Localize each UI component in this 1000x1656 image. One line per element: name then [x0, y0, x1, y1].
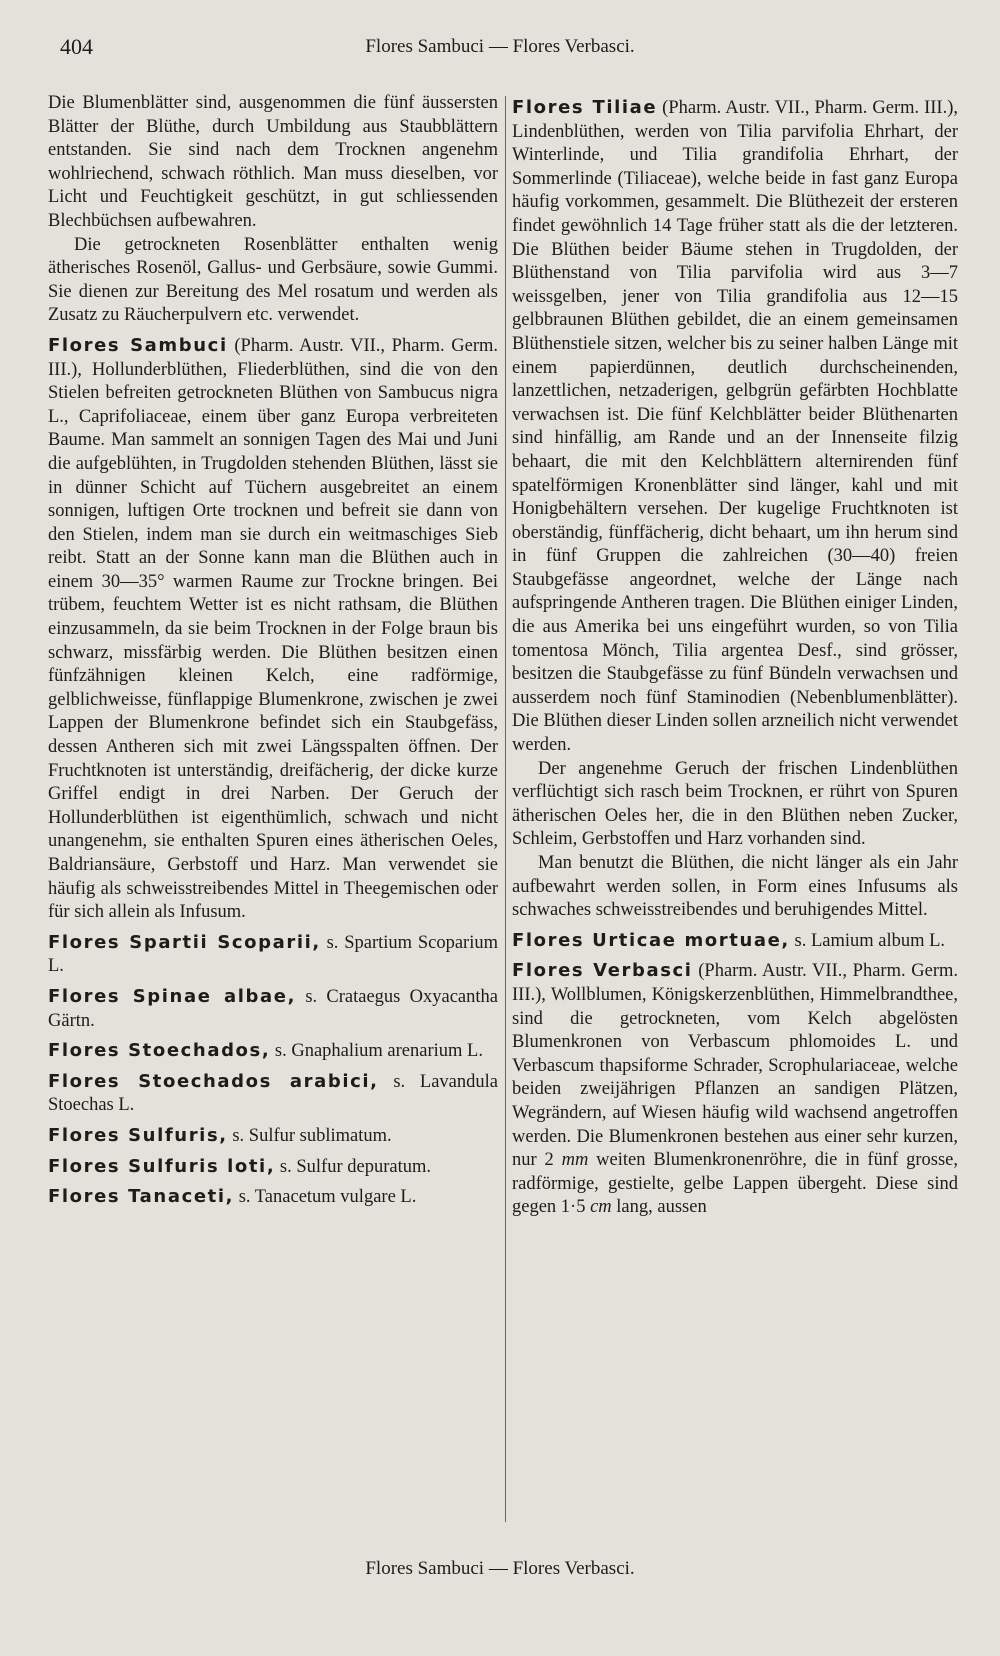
- tiliae-paragraph-2: Der angenehme Geruch der frischen Lindenblüthen verflüchtigt sich rasch beim Trocknen, er rührt von Spuren ätherischen Oeles her, die in den Blüthen neben Zucker, Schleim, Gerbstoffen und Harz vorhanden sind.: [512, 758, 958, 850]
- entry-flores-spinae: [48, 985, 498, 1033]
- tiliae-text: (Pharm. Austr. VII., Pharm. Germ. III.), Lindenblüthen, werden von Tilia parvifolia Ehrhart, der Winterlinde, und Tilia grandifolia Ehrhart, der Sommerlinde (Tiliaceae), welche beide in fast ganz Europa häufig vorkommen, gesammelt. Die Blüthezeit der ersteren findet gewöhnlich 14 Tage früher statt als die der letzteren. Die Blüthen beider Bäume stehen in Trugdolden, der Blüthenstand von Tilia parvifolia wird aus 3—7 weissgelben, jener von Tilia grandifolia aus 12—15 gelbbraunen Blüthen gebildet, die an einem gemeinsamen Blüthenstiele sitzen, welcher bis zu seiner halben Länge mit einem papierdünnen, deutlich durchscheinenden, lanzettlichen, netzaderigen, gelbgrün gefärbten Hochblatte verwachsen ist. Die fünf Kelchblätter beider Blüthenarten sind hinfällig, am Rande und an der Innenseite filzig behaart, die mit den Kelchblättern alternirenden fünf spatelförmigen Kronenblätter sind länger, kahl und mit Honigbehältern versehen. Der kugelige Fruchtknoten ist oberständig, fünffächerig, dicht behaart, um ihn herum sind in fünf Gruppen die zahlreichen (30—40) freien Staubgefässe angeordnet, welche der Länge nach aufspringende Antheren tragen. Die Blüthen einiger Linden, die aus Amerika bei uns eingeführt wurden, so von Tilia tomentosa Mönch, Tilia argentea Desf., sind grösser, besitzen die Staubgefässe zu fünf Bündeln verwachsen und ausserdem noch fünf Staminodien (Nebenblumenblätter). Die Blüthen dieser Linden sollen arzneilich nicht verwendet werden.: [512, 98, 958, 756]
- verbasci-text-c: lang, aussen: [611, 1197, 707, 1218]
- headword-spartii: Flores Spartii Scoparii,: [48, 931, 321, 953]
- tiliae-paragraph-3: Man benutzt die Blüthen, die nicht länger als ein Jahr aufbewahrt werden sollen, in Form eines Infusums als schwaches schweisstreibendes und beruhigendes Mittel.: [512, 853, 958, 921]
- entry-flores-sulfuris: [48, 1124, 498, 1149]
- headword-tanaceti: Flores Tanaceti,: [48, 1186, 235, 1208]
- sambuci-text: (Pharm. Austr. VII., Pharm. Germ. III.), Hollunderblüthen, Fliederblüthen, sind die von den Stielen befreiten getrockneten Blüthen von Sambucus nigra L., Caprifoliaceae, einem über ganz Europa verbreiteten Baume. Man sammelt an sonnigen Tagen des Mai und Juni die aufgeblühten, in Trugdolden stehenden Blüthen, lässt sie in dünner Schicht auf Tüchern ausgebreitet an einem sonnigen, luftigen Orte trocknen und befreit sie dann von den Stielen, indem man sie durch ein weitmaschiges Sieb reibt. Statt an der Sonne kann man die Blüthen auch in einem 30—35° warmen Raume zur Trockne bringen. Bei trübem, feuchtem Wetter ist es nicht rathsam, die Blüthen einzusammeln, da sie beim Trocknen in der Folge braun bis schwarz, missfärbig werden. Die Blüthen besitzen einen fünfzähnigen kleinen Kelch, eine radförmige, gelblichweisse, fünflappige Blumenkrone, zwischen je zwei Lappen der Blumenkrone befindet sich ein Staubgefäss, dessen Antheren sich mit zwei Längsspalten öffnen. Der Fruchtknoten ist unterständig, dreifächerig, der dicke kurze Griffel endigt in drei Narben. Der Geruch der Hollunderblüthen ist eigenthümlich, schwach und nicht unangenehm, sie enthalten Spuren eines ätherischen Oeles, Baldriansäure, Gerbstoff und Harz. Man verwendet sie häufig als schweisstreibendes Mittel in Theegemischen oder für sich allein als Infusum.: [48, 335, 498, 923]
- unit-cm: cm: [590, 1197, 612, 1218]
- headword-tiliae: Flores Tiliae: [512, 97, 658, 118]
- running-head: [60, 34, 940, 64]
- tanaceti-text: s. Tanacetum vulgare L.: [234, 1187, 417, 1208]
- rosa-paragraph-1: Die Blumenblätter sind, ausgenommen die fünf äussersten Blätter der Blüthe, durch Umbildung aus Staubblättern entstanden. Sie sind nach dem Trocknen angenehm wohlriechend, schwach röthlich. Man muss dieselben, vor Licht und Feuchtigkeit geschützt, in gut schliessenden Blechbüchsen aufbewahren.: [48, 93, 498, 231]
- left-column: [48, 92, 498, 1210]
- sulfuris-loti-text: s. Sulfur depuratum.: [275, 1156, 431, 1177]
- headword-spinae: Flores Spinae albae,: [48, 985, 297, 1007]
- headword-sulfuris-loti: Flores Sulfuris loti,: [48, 1155, 276, 1177]
- stoechados-text: s. Gnaphalium arenarium L.: [270, 1041, 483, 1062]
- stoechados-arabici-text: s. Lavandula Stoechas L.: [48, 1071, 498, 1116]
- headword-stoechados-arabici: Flores Stoechados arabici,: [48, 1070, 379, 1092]
- sulfuris-text: s. Sulfur sublimatum.: [227, 1125, 392, 1146]
- verbasci-text-a: (Pharm. Austr. VII., Pharm. Germ. III.), Wollblumen, Königskerzenblüthen, Himmelbrandthee, sind die getrockneten, vom Kelch abgelösten Blumenkronen von Verbascum phlomoides L. und Verbascum thapsiforme Schrader, Scrophulariaceae, welche beiden zweijährigen Pflanzen an sandigen Plätzen, Wegrändern, auf Wiesen häufig wild wachsend angetroffen werden. Die Blumenkronen bestehen aus einer sehr kurzen, nur 2: [512, 961, 958, 1171]
- headword-sulfuris: Flores Sulfuris,: [48, 1124, 228, 1146]
- unit-mm: mm: [561, 1150, 589, 1171]
- headword-stoechados: Flores Stoechados,: [48, 1040, 271, 1062]
- footer-caption: Flores Sambuci — Flores Verbasci.: [365, 1558, 635, 1579]
- entry-flores-sulfuris-loti: [48, 1155, 498, 1180]
- headword-urticae: Flores Urticae mortuae,: [512, 929, 790, 951]
- urticae-text: s. Lamium album L.: [789, 930, 946, 951]
- page-number: 404: [60, 34, 93, 59]
- entry-flores-urticae: [512, 929, 958, 954]
- entry-flores-tanaceti: [48, 1185, 498, 1210]
- column-divider: [505, 96, 506, 1522]
- headword-verbasci: Flores Verbasci: [512, 960, 693, 982]
- spartii-text: s. Spartium Scoparium L.: [48, 932, 499, 977]
- entry-flores-stoechados-arabici: [48, 1070, 498, 1118]
- right-column: [512, 92, 958, 1220]
- headword-sambuci: Flores Sambuci: [48, 334, 228, 356]
- entry-flores-spartii: [48, 931, 498, 979]
- running-head-title: Flores Sambuci — Flores Verbasci.: [365, 36, 635, 57]
- entry-flores-stoechados: [48, 1039, 498, 1064]
- verbasci-text-b: weiten Blumenkronenröhre, die in fünf grosse, radförmige, gestielte, gelbe Lappen übergeht. Diese sind gegen 1·5: [512, 1150, 958, 1218]
- entry-flores-sambuci: [48, 334, 498, 925]
- rosa-paragraph-2: Die getrockneten Rosenblätter enthalten wenig ätherisches Rosenöl, Gallus- und Gerbsäure, sowie Gummi. Sie dienen zur Bereitung des Mel rosatum und werden als Zusatz zu Räucherpulvern etc. verwendet.: [48, 234, 498, 326]
- entry-flores-tiliae: [512, 96, 958, 758]
- entry-flores-verbasci: [512, 959, 958, 1220]
- spinae-text: s. Crataegus Oxyacantha Gärtn.: [48, 986, 498, 1031]
